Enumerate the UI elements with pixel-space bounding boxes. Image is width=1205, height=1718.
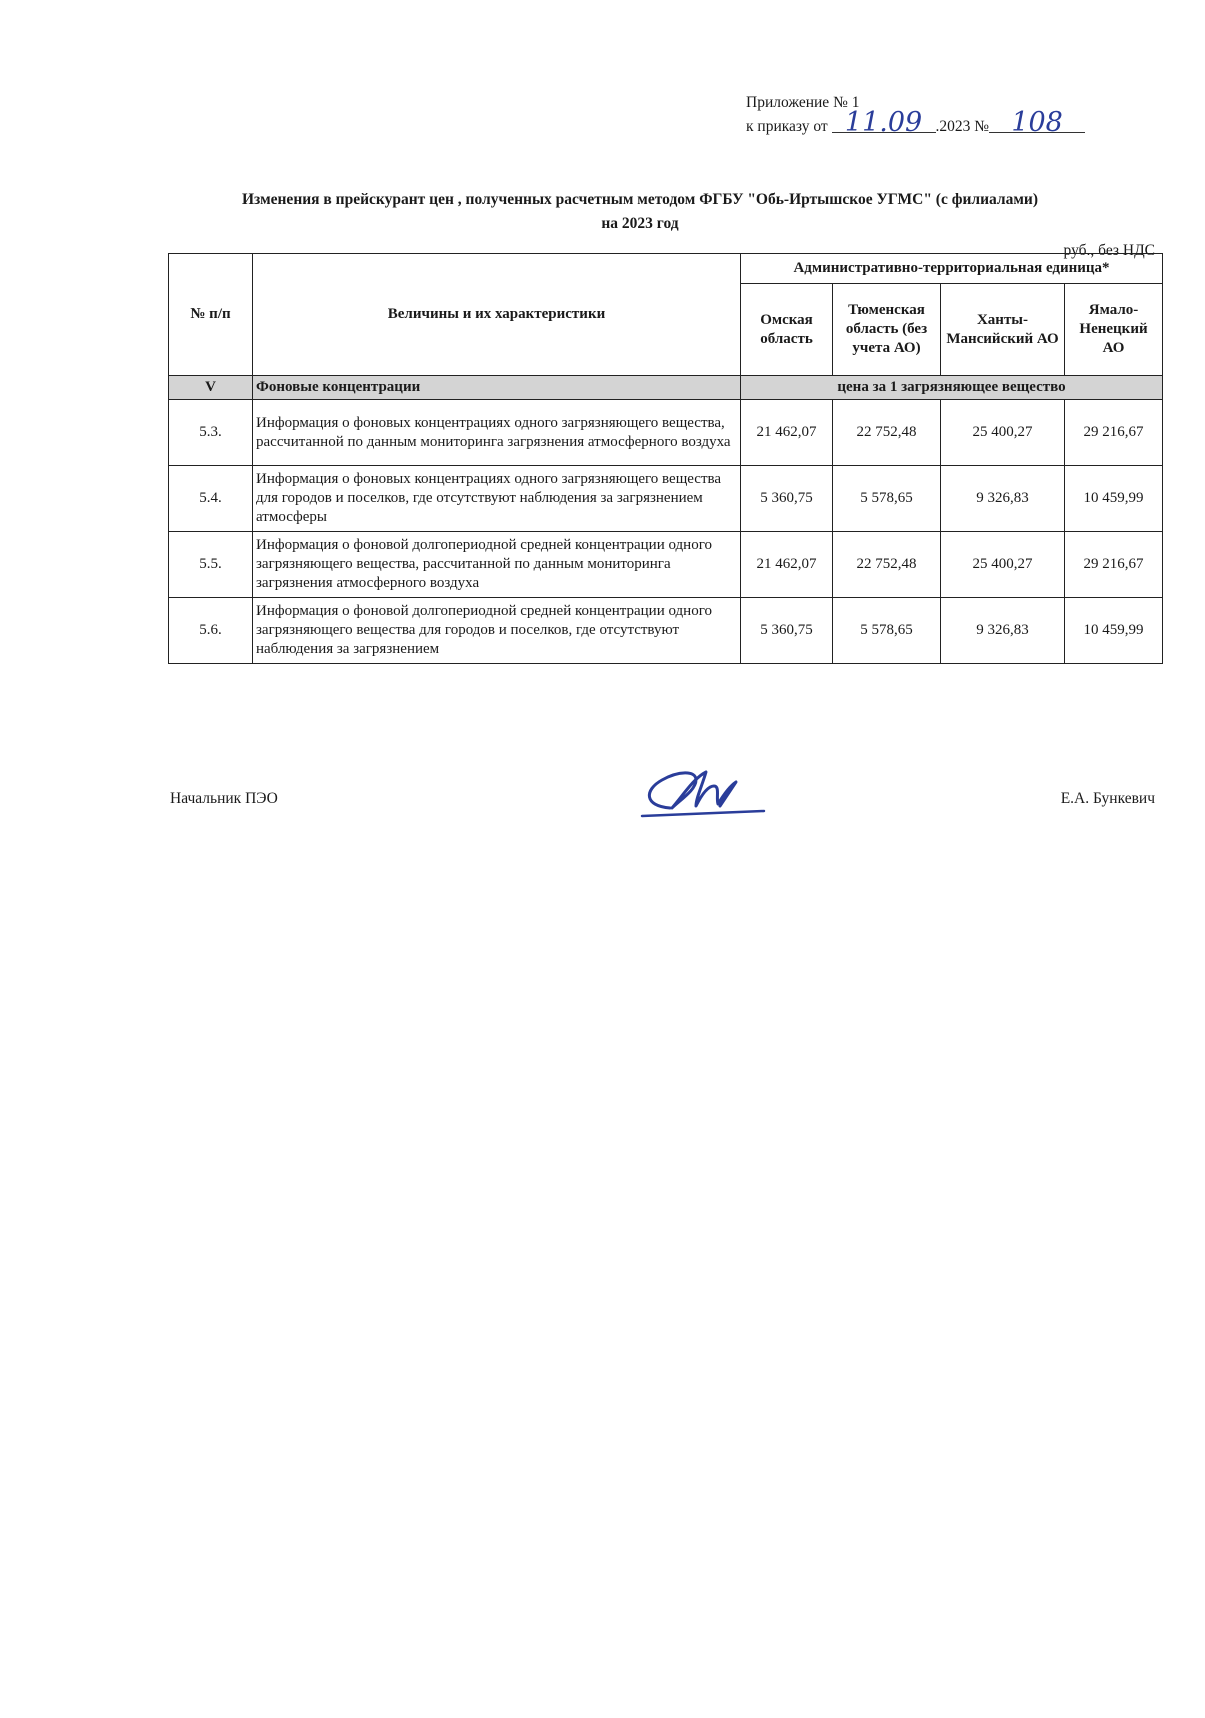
table-row — [169, 598, 1163, 664]
appendix-order-line — [746, 107, 1085, 138]
appendix-title: Приложение № 1 — [746, 94, 860, 111]
price-tyumen: 5 578,65 — [833, 598, 941, 664]
price-tyumen: 5 578,65 — [833, 466, 941, 532]
footer-name: Е.А. Бункевич — [1060, 790, 1155, 807]
price-yanao: 10 459,99 — [1065, 598, 1163, 664]
document-subtitle: на 2023 год — [601, 215, 679, 232]
signature — [636, 750, 766, 820]
header-region-omsk: Омская область — [741, 284, 833, 376]
section-row — [169, 376, 1163, 400]
header-region-group: Административно-территориальная единица* — [741, 254, 1163, 284]
price-omsk: 21 462,07 — [741, 532, 833, 598]
price-omsk: 21 462,07 — [741, 400, 833, 466]
order-year: .2023 № — [935, 118, 990, 135]
handwritten-date: 11.09 — [832, 114, 936, 133]
row-num: 5.6. — [169, 598, 253, 664]
price-khmao: 9 326,83 — [941, 466, 1065, 532]
price-tyumen: 22 752,48 — [833, 532, 941, 598]
footer-position: Начальник ПЭО — [170, 790, 278, 807]
document-title: Изменения в прейскурант цен , полученных расчетным методом ФГБУ "Обь-Иртышское УГМС" (с филиалами) — [242, 191, 1038, 208]
price-khmao: 25 400,27 — [941, 400, 1065, 466]
handwritten-order-number: 108 — [989, 114, 1085, 133]
header-row — [169, 254, 1163, 284]
header-description: Величины и их характеристики — [253, 254, 741, 376]
units-note: руб., без НДС — [1063, 242, 1155, 259]
row-description: Информация о фоновых концентрациях одного загрязняющего вещества, рассчитанной по данным мониторинга загрязнения атмосферного воздуха — [253, 400, 741, 466]
row-num: 5.5. — [169, 532, 253, 598]
header-region-tyumen: Тюменская область (без учета АО) — [833, 284, 941, 376]
row-description: Информация о фоновой долгопериодной средней концентрации одного загрязняющего вещества, рассчитанной по данным мониторинга загрязнения атмосферного воздуха — [253, 532, 741, 598]
price-yanao: 29 216,67 — [1065, 532, 1163, 598]
price-table — [168, 253, 1163, 664]
section-title: Фоновые концентрации — [253, 376, 741, 400]
row-description: Информация о фоновой долгопериодной средней концентрации одного загрязняющего вещества для городов и поселков, где отсутствуют наблюдения за загрязнением — [253, 598, 741, 664]
appendix-block — [746, 92, 1085, 138]
row-num: 5.3. — [169, 400, 253, 466]
header-region-yanao: Ямало-Ненецкий АО — [1065, 284, 1163, 376]
header-num: № п/п — [169, 254, 253, 376]
section-price-note: цена за 1 загрязняющее вещество — [741, 376, 1163, 400]
price-yanao: 29 216,67 — [1065, 400, 1163, 466]
order-prefix: к приказу от — [746, 118, 828, 135]
table-row — [169, 532, 1163, 598]
price-omsk: 5 360,75 — [741, 598, 833, 664]
table-row — [169, 466, 1163, 532]
row-num: 5.4. — [169, 466, 253, 532]
row-description: Информация о фоновых концентрациях одного загрязняющего вещества для городов и поселков, где отсутствуют наблюдения за загрязнением атмосферы — [253, 466, 741, 532]
header-region-khmao: Ханты-Мансийский АО — [941, 284, 1065, 376]
price-omsk: 5 360,75 — [741, 466, 833, 532]
price-tyumen: 22 752,48 — [833, 400, 941, 466]
table-row — [169, 400, 1163, 466]
price-khmao: 25 400,27 — [941, 532, 1065, 598]
price-khmao: 9 326,83 — [941, 598, 1065, 664]
price-yanao: 10 459,99 — [1065, 466, 1163, 532]
section-num: V — [169, 376, 253, 400]
